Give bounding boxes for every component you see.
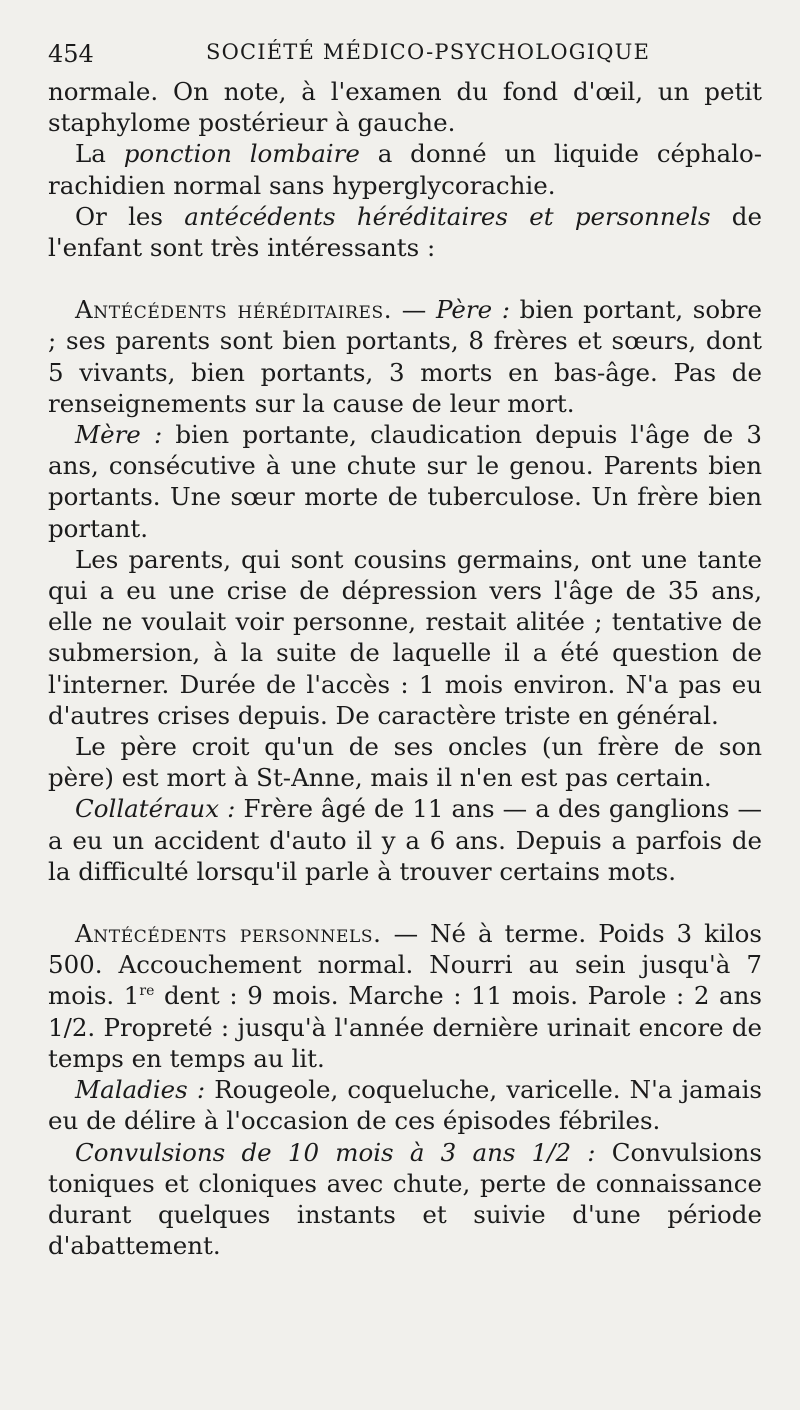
- paragraph-lumbar-puncture: La ponction lombaire a donné un liquide céphalo-rachidien normal sans hyperglycorachie.: [48, 139, 762, 200]
- paragraph-personal-history: Antécédents personnels. — Né à terme. Poids 3 kilos 500. Accouchement normal. Nourri au sein jusqu'à 7 mois. 1re dent : 9 mois. Marche : 11 mois. Parole : 2 ans 1/2. Propreté : jusqu'à l'année dernière urinait encore de temps en temps au lit.: [48, 919, 762, 1073]
- paragraph-collaterals: Collatéraux : Frère âgé de 11 ans — a des ganglions — a eu un accident d'auto il y a 6 ans. Depuis a parfois de la difficulté lorsqu'il parle à trouver certains mots.: [48, 794, 762, 886]
- book-page: [48, 32, 762, 1261]
- italic-term: Collatéraux :: [75, 794, 236, 824]
- paragraph-father-uncle: Le père croit qu'un de ses oncles (un frère de son père) est mort à St-Anne, mais il n'en est pas certain.: [48, 732, 762, 793]
- italic-term: Père :: [435, 295, 510, 325]
- paragraph-illnesses: Maladies : Rougeole, coqueluche, varicelle. N'a jamais eu de délire à l'occasion de ces épisodes fébriles.: [48, 1075, 762, 1136]
- paragraph-convulsions: Convulsions de 10 mois à 3 ans 1/2 : Convulsions toniques et cloniques avec chute, perte de connaissance durant quelques instants et suivie d'une période d'abattement.: [48, 1137, 763, 1261]
- page-number: 454: [48, 40, 94, 68]
- running-title: SOCIÉTÉ MÉDICO-PSYCHOLOGIQUE: [206, 40, 651, 64]
- italic-term: antécédents héréditaires et personnels: [184, 201, 711, 231]
- paragraph-antecedents-intro: Or les antécédents héréditaires et personnels de l'enfant sont très intéressants :: [48, 201, 762, 263]
- paragraph-fundus-exam: normale. On note, à l'examen du fond d'œil, un petit staphylome postérieur à gauche.: [48, 77, 762, 138]
- italic-term: Convulsions de 10 mois à 3 ans 1/2 :: [75, 1137, 596, 1167]
- paragraph-mother: Mère : bien portante, claudication depuis l'âge de 3 ans, consécutive à une chute sur le genou. Parents bien portants. Une sœur morte de tuberculose. Un frère bien portant.: [48, 420, 762, 543]
- paragraph-parents-aunt: Les parents, qui sont cousins germains, ont une tante qui a eu une crise de dépression vers l'âge de 35 ans, elle ne voulait voir personne, restait alitée ; tentative de submersion, à la suite de laquelle il a été question de l'interner. Durée de l'accès : 1 mois environ. N'a pas eu d'autres crises depuis. De caractère triste en général.: [48, 544, 762, 730]
- italic-term: ponction lombaire: [123, 139, 360, 169]
- section-heading-hereditary: Antécédents héréditaires.: [75, 295, 393, 325]
- italic-term: Mère :: [75, 420, 163, 450]
- italic-term: Maladies :: [75, 1075, 206, 1105]
- paragraph-hereditary-father: Antécédents héréditaires. — Père : bien portant, sobre ; ses parents sont bien portants, 8 frères et sœurs, dont 5 vivants, bien portants, 3 morts en bas-âge. Pas de renseignements sur la cause de leur mort.: [48, 295, 762, 418]
- section-heading-personal: Antécédents personnels.: [75, 919, 382, 949]
- running-header: [48, 32, 762, 76]
